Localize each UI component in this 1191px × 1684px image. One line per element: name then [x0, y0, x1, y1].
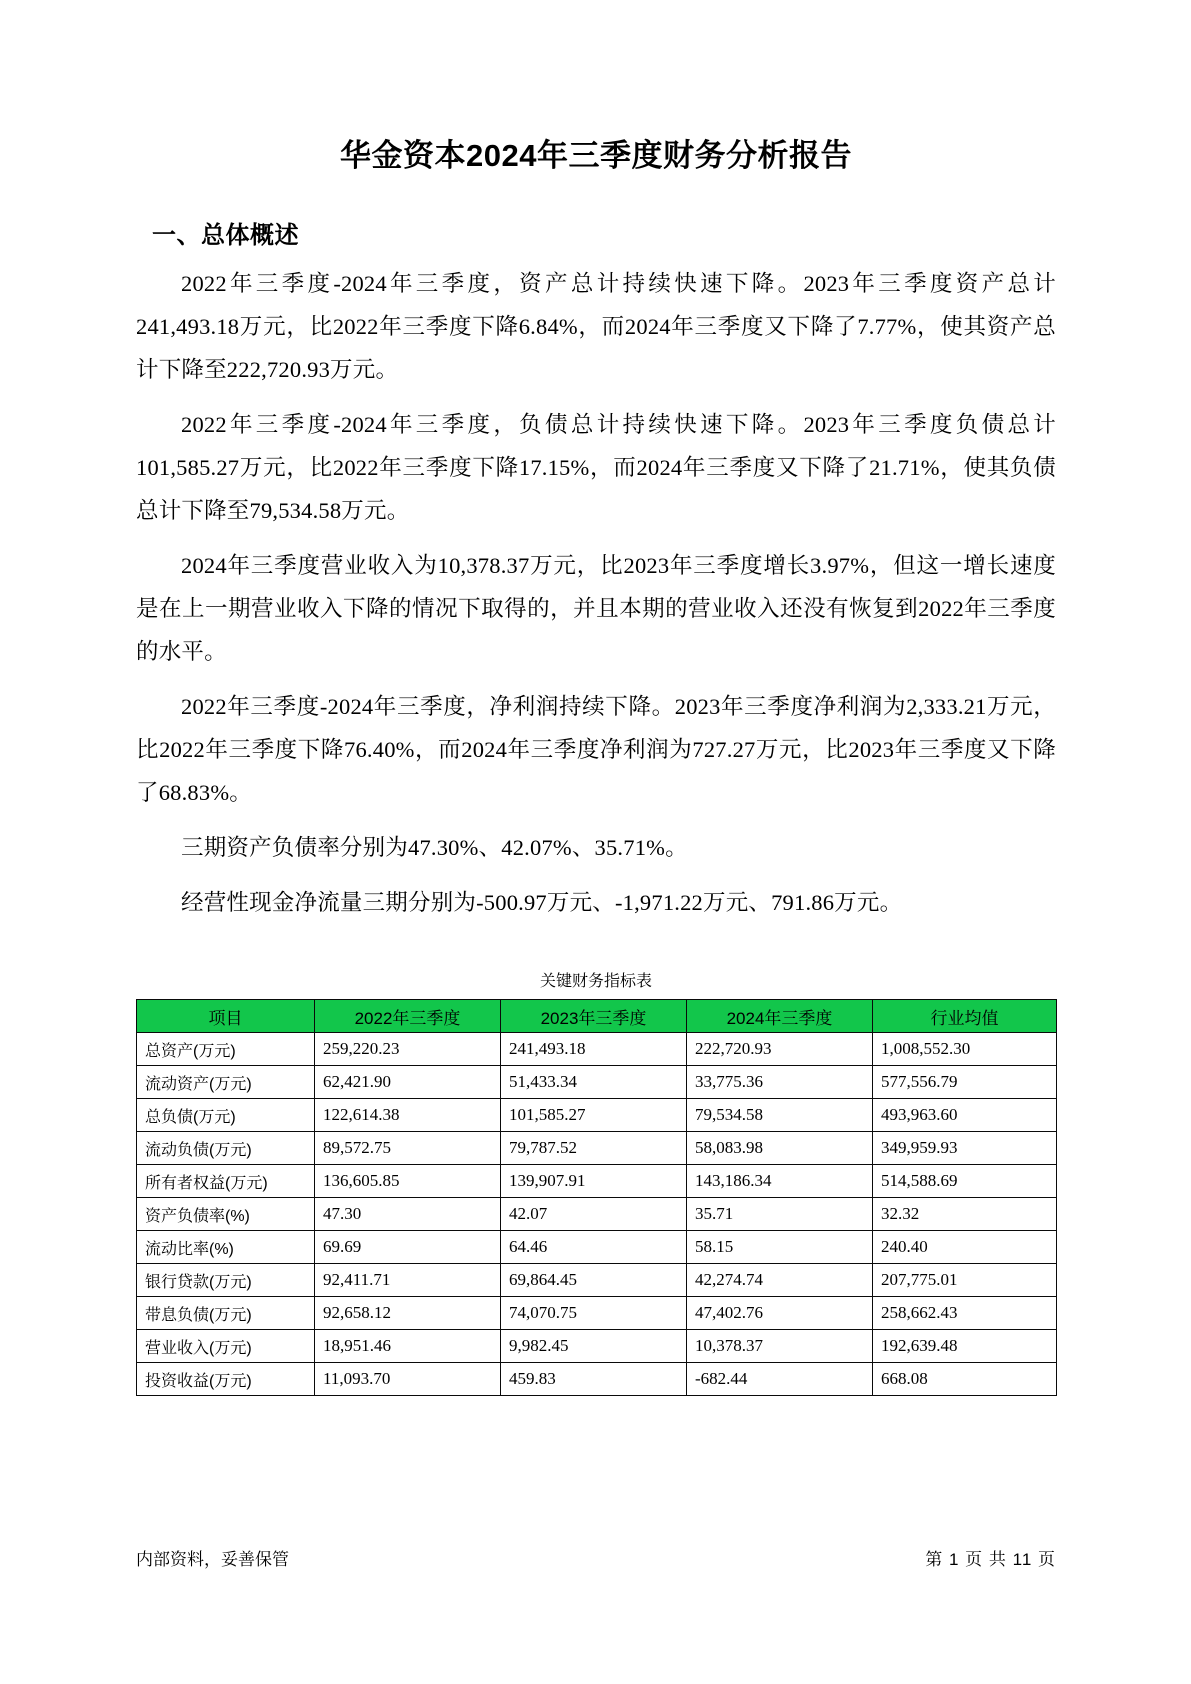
table-cell-value: 139,907.91 [501, 1165, 687, 1198]
table-cell-value: 64.46 [501, 1231, 687, 1264]
paragraph-revenue: 2024年三季度营业收入为10,378.37万元，比2023年三季度增长3.97%，但这一增长速度是在上一期营业收入下降的情况下取得的，并且本期的营业收入还没有恢复到2022年三季度的水平。 [136, 553, 1056, 664]
table-body [137, 1033, 1057, 1396]
table-cell-value: 349,959.93 [873, 1132, 1057, 1165]
table-cell-value: 11,093.70 [315, 1363, 501, 1396]
table-cell-value: 493,963.60 [873, 1099, 1057, 1132]
table-cell-value: 92,658.12 [315, 1297, 501, 1330]
table-cell-value: 143,186.34 [687, 1165, 873, 1198]
key-financial-indicators-table [136, 999, 1057, 1396]
table-cell-value: 514,588.69 [873, 1165, 1057, 1198]
table-cell-label: 流动比率(%) [137, 1231, 315, 1264]
table-cell-value: 92,411.71 [315, 1264, 501, 1297]
table-cell-value: -682.44 [687, 1363, 873, 1396]
table-cell-value: 69,864.45 [501, 1264, 687, 1297]
table-cell-value: 58,083.98 [687, 1132, 873, 1165]
table-header-cell: 2022年三季度 [315, 1000, 501, 1033]
table-cell-value: 122,614.38 [315, 1099, 501, 1132]
table-caption: 关键财务指标表 [539, 973, 652, 990]
table-cell-value: 136,605.85 [315, 1165, 501, 1198]
table-cell-label: 流动资产(万元) [137, 1066, 315, 1099]
table-cell-value: 89,572.75 [315, 1132, 501, 1165]
table-cell-label: 流动负债(万元) [137, 1132, 315, 1165]
table-header-row [137, 1000, 1057, 1033]
page-title: 华金资本2024年三季度财务分析报告 [340, 138, 852, 173]
table-cell-value: 79,534.58 [687, 1099, 873, 1132]
table-row [137, 1099, 1057, 1132]
page-number: 第 1 页 共 11 页 [925, 1550, 1056, 1569]
table-cell-value: 51,433.34 [501, 1066, 687, 1099]
table-row [137, 1231, 1057, 1264]
table-row [137, 1165, 1057, 1198]
table-row [137, 1297, 1057, 1330]
page-footer [136, 1545, 1056, 1570]
document-body [136, 112, 1056, 1396]
paragraph-net-profit: 2022年三季度-2024年三季度，净利润持续下降。2023年三季度净利润为2,333.21万元，比2022年三季度下降76.40%，而2024年三季度净利润为727.27万元，比2023年三季度又下降了68.83%。 [136, 694, 1056, 805]
paragraph-debt-ratio: 三期资产负债率分别为47.30%、42.07%、35.71%。 [181, 835, 688, 860]
table-cell-value: 33,775.36 [687, 1066, 873, 1099]
table-cell-value: 62,421.90 [315, 1066, 501, 1099]
table-cell-value: 47.30 [315, 1198, 501, 1231]
table-row [137, 1330, 1057, 1363]
table-cell-value: 577,556.79 [873, 1066, 1057, 1099]
table-row [137, 1033, 1057, 1066]
table-cell-value: 240.40 [873, 1231, 1057, 1264]
table-header-cell: 行业均值 [873, 1000, 1057, 1033]
table-cell-label: 营业收入(万元) [137, 1330, 315, 1363]
table-cell-value: 42.07 [501, 1198, 687, 1231]
table-cell-value: 58.15 [687, 1231, 873, 1264]
table-cell-value: 192,639.48 [873, 1330, 1057, 1363]
footer-note: 内部资料，妥善保管 [136, 1550, 289, 1569]
table-cell-value: 79,787.52 [501, 1132, 687, 1165]
table-cell-value: 69.69 [315, 1231, 501, 1264]
table-cell-value: 259,220.23 [315, 1033, 501, 1066]
table-row [137, 1264, 1057, 1297]
table-cell-value: 222,720.93 [687, 1033, 873, 1066]
table-cell-label: 投资收益(万元) [137, 1363, 315, 1396]
table-cell-value: 47,402.76 [687, 1297, 873, 1330]
section-heading-overview: 一、总体概述 [152, 222, 299, 249]
table-cell-label: 资产负债率(%) [137, 1198, 315, 1231]
table-row [137, 1363, 1057, 1396]
table-cell-value: 207,775.01 [873, 1264, 1057, 1297]
table-row [137, 1198, 1057, 1231]
table-cell-value: 101,585.27 [501, 1099, 687, 1132]
table-cell-value: 668.08 [873, 1363, 1057, 1396]
paragraph-liabilities: 2022年三季度-2024年三季度，负债总计持续快速下降。2023年三季度负债总计101,585.27万元，比2022年三季度下降17.15%，而2024年三季度又下降了21.71%，使其负债总计下降至79,534.58万元。 [136, 412, 1056, 523]
table-row [137, 1132, 1057, 1165]
table-cell-value: 18,951.46 [315, 1330, 501, 1363]
table-header-cell: 2023年三季度 [501, 1000, 687, 1033]
table-cell-value: 258,662.43 [873, 1297, 1057, 1330]
table-header-cell: 项目 [137, 1000, 315, 1033]
table-header-cell: 2024年三季度 [687, 1000, 873, 1033]
table-cell-value: 32.32 [873, 1198, 1057, 1231]
table-cell-label: 总负债(万元) [137, 1099, 315, 1132]
table-cell-value: 74,070.75 [501, 1297, 687, 1330]
table-cell-value: 241,493.18 [501, 1033, 687, 1066]
table-row [137, 1066, 1057, 1099]
table-cell-label: 带息负债(万元) [137, 1297, 315, 1330]
table-cell-value: 42,274.74 [687, 1264, 873, 1297]
table-cell-value: 1,008,552.30 [873, 1033, 1057, 1066]
table-cell-value: 9,982.45 [501, 1330, 687, 1363]
table-cell-value: 35.71 [687, 1198, 873, 1231]
paragraph-assets: 2022年三季度-2024年三季度，资产总计持续快速下降。2023年三季度资产总计241,493.18万元，比2022年三季度下降6.84%，而2024年三季度又下降了7.77%，使其资产总计下降至222,720.93万元。 [136, 271, 1056, 382]
table-cell-value: 459.83 [501, 1363, 687, 1396]
table-cell-label: 总资产(万元) [137, 1033, 315, 1066]
table-cell-value: 10,378.37 [687, 1330, 873, 1363]
paragraph-operating-cashflow: 经营性现金净流量三期分别为-500.97万元、-1,971.22万元、791.86万元。 [181, 890, 903, 915]
table-cell-label: 银行贷款(万元) [137, 1264, 315, 1297]
table-cell-label: 所有者权益(万元) [137, 1165, 315, 1198]
